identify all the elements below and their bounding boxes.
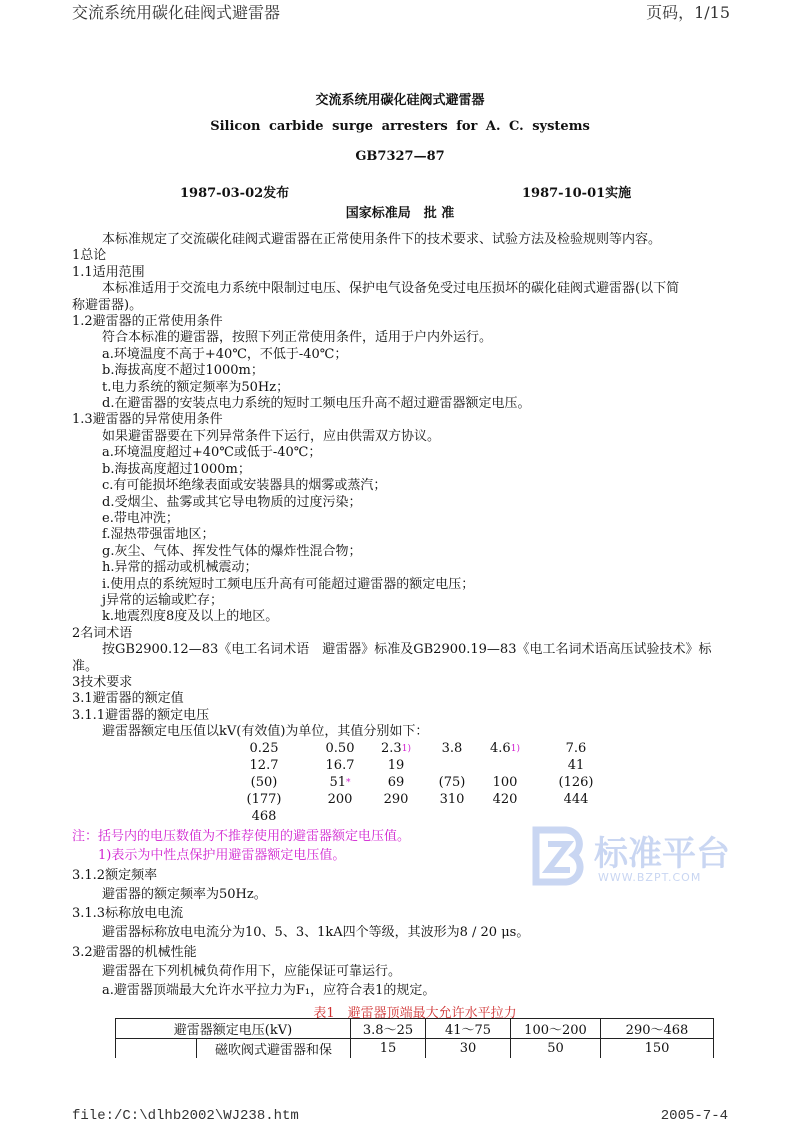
text-line: e.带电冲洗； (102, 510, 179, 526)
text-line: a.环境温度超过+40℃或低于-40℃； (102, 445, 322, 461)
rated-voltage-value (388, 758, 405, 774)
page-number: 页码，1/15 (646, 3, 730, 22)
rated-voltage-value (247, 792, 282, 808)
text-line: a.环境温度不高于+40℃，不低于-40℃； (102, 346, 348, 362)
rated-voltage-value (326, 758, 355, 774)
rated-voltage-value (251, 775, 278, 791)
text-line: 避雷器在下列机械负荷作用下，应能保证可靠运行。 (102, 964, 402, 980)
text-line: 3.1避雷器的额定值 (72, 691, 184, 707)
body-section-1 (72, 232, 732, 826)
value-text: (177) (246, 791, 282, 807)
value-text: 290 (383, 791, 409, 807)
text-line: d.在避雷器的安装点电力系统的短时工频电压升高不超过避雷器额定电压。 (102, 396, 531, 412)
rated-voltage-row (72, 792, 732, 809)
approver: 国家标准局 批 准 (345, 206, 455, 221)
rated-voltage-value (250, 758, 279, 774)
table-cell: 150 (601, 1039, 714, 1059)
text-line: 1.2避雷器的正常使用条件 (72, 314, 223, 330)
value-text: 444 (563, 791, 589, 807)
value-text: (50) (250, 774, 278, 790)
rated-voltage-row (72, 741, 732, 758)
rated-voltage-value (326, 741, 355, 757)
text-line: 避雷器标称放电电流分为10、5、3、1kA四个等级，其波形为8 / 20 μs。 (102, 925, 530, 941)
rated-voltage-value (440, 792, 465, 808)
table-header-cell: 41～75 (426, 1019, 511, 1039)
value-text: 0.25 (249, 740, 279, 756)
text-line: 3.1.1避雷器的额定电压 (72, 707, 210, 723)
value-text: 2.3 (381, 740, 402, 756)
text-line: 本标准规定了交流碳化硅阀式避雷器在正常使用条件下的技术要求、试验方法及检验规则等内容。 (102, 232, 662, 247)
text-line: b.海拔高度不超过1000m； (102, 363, 264, 379)
watermark-text: 标准平台 (594, 834, 730, 874)
print-date: 2005-7-4 (660, 1108, 728, 1124)
text-line: 1总论 (72, 248, 107, 264)
table-row (116, 1039, 714, 1059)
rated-voltage-value (329, 775, 350, 791)
rated-voltage-row (72, 809, 732, 826)
text-line: h.异常的摇动或机械震动； (102, 560, 258, 576)
text-line: 3.1.3标称放电电流 (72, 906, 184, 922)
text-line: k.地震烈度8度及以上的地区。 (102, 609, 279, 625)
rated-voltage-value (252, 809, 277, 825)
rated-voltage-value (493, 792, 518, 808)
text-line: 按GB2900.12—83《电工名词术语 避雷器》标准及GB2900.19—83《电工名词术语高压试验技术》标 (102, 642, 712, 658)
rated-voltage-value (490, 741, 520, 757)
text-line: d.受烟尘、盐雾或其它导电物质的过度污染； (102, 494, 362, 510)
table-header-cell: 避雷器额定电压(kV) (116, 1019, 351, 1039)
rated-voltage-value (381, 741, 411, 757)
force-table (115, 1018, 714, 1058)
value-text: 420 (492, 791, 518, 807)
value-text: 0.50 (325, 740, 355, 756)
file-path: file:/C:\dlhb2002\WJ238.htm (72, 1108, 299, 1124)
text-line: i.使用点的系统短时工频电压升高有可能超过避雷器的额定电压； (102, 576, 475, 592)
value-text: 4.6 (490, 740, 511, 756)
text-line: 如果避雷器要在下列异常条件下运行，应由供需双方协议。 (102, 428, 441, 444)
rated-voltage-value (384, 792, 409, 808)
text-line: 3.2避雷器的机械性能 (72, 944, 197, 960)
rated-voltage-value (388, 775, 405, 791)
issue-date: 1987-03-02发布 (180, 186, 290, 201)
bzpt-logo-icon (530, 826, 590, 886)
value-text: 468 (251, 808, 277, 824)
rated-voltage-value (564, 792, 589, 808)
value-text: 3.8 (441, 740, 463, 756)
value-text: (126) (558, 774, 594, 790)
text-line: 避雷器的额定频率为50Hz。 (102, 886, 267, 902)
table-cell: 50 (511, 1039, 601, 1059)
window-title: 交流系统用碳化硅阀式避雷器 (72, 3, 281, 22)
table-cell (116, 1039, 197, 1059)
value-text: 7.6 (565, 740, 587, 756)
doc-title-cn: 交流系统用碳化硅阀式避雷器 (315, 93, 485, 108)
rated-voltage-value (559, 775, 594, 791)
value-text: 310 (439, 791, 465, 807)
doc-title-en: Silicon carbide surge arresters for A. C. systems (210, 119, 590, 134)
text-line: b.海拔高度超过1000m； (102, 461, 251, 477)
value-text: (75) (438, 774, 466, 790)
text-line: j异常的运输或贮存； (102, 592, 224, 608)
table-cell: 15 (351, 1039, 426, 1059)
text-line: 符合本标准的避雷器，按照下列正常使用条件，适用于户内外运行。 (102, 330, 493, 346)
watermark-logo (530, 826, 730, 888)
table-header-cell: 100～200 (511, 1019, 601, 1039)
rated-voltage-row (72, 758, 732, 775)
table-caption: 表1 避雷器顶端最大允许水平拉力 (313, 1006, 517, 1021)
rated-voltage-value (566, 741, 587, 757)
value-text: 200 (327, 791, 353, 807)
text-line: 准。 (72, 658, 99, 674)
footnote-mark: * (346, 777, 351, 788)
table-cell: 磁吹阀式避雷器和保 (197, 1039, 351, 1059)
text-line: 1.3避雷器的异常使用条件 (72, 412, 223, 428)
value-text: 41 (567, 757, 585, 773)
table-header-cell: 290～468 (601, 1019, 714, 1039)
watermark-url: WWW.BZPT.COM (598, 871, 702, 884)
table-header-cell: 3.8～25 (351, 1019, 426, 1039)
text-line: 避雷器额定电压值以kV(有效值)为单位，其值分别如下： (102, 724, 429, 740)
value-text: 100 (492, 774, 518, 790)
footnote-mark: 1) (401, 743, 411, 754)
table-cell: 30 (426, 1039, 511, 1059)
value-text: 16.7 (325, 757, 355, 773)
text-line: 2名词术语 (72, 625, 133, 641)
value-text: 51 (329, 774, 347, 790)
value-text: 19 (387, 757, 405, 773)
footnote-mark: 1) (510, 743, 520, 754)
rated-voltage-value (439, 775, 466, 791)
text-line: 3技术要求 (72, 674, 133, 690)
text-line: 称避雷器)。 (72, 297, 143, 313)
text-line: t.电力系统的额定频率为50Hz； (102, 379, 290, 395)
doc-code: GB7327—87 (355, 149, 445, 164)
text-line: 本标准适用于交流电力系统中限制过电压、保护电气设备免受过电压损坏的碳化硅阀式避雷器(以下简 (102, 281, 680, 297)
rated-voltage-value (568, 758, 585, 774)
rated-voltage-value (328, 792, 353, 808)
rated-voltage-row (72, 775, 732, 792)
text-line: 1.1适用范围 (72, 264, 145, 280)
text-line: a.避雷器顶端最大允许水平拉力为F₁，应符合表1的规定。 (102, 983, 436, 999)
value-text: 12.7 (249, 757, 279, 773)
rated-voltage-value (442, 741, 463, 757)
text-line: f.湿热带强雷地区； (102, 527, 215, 543)
rated-voltage-list (72, 741, 732, 826)
rated-voltage-value (493, 775, 518, 791)
effective-date: 1987-10-01实施 (522, 186, 632, 201)
text-line: 3.1.2额定频率 (72, 867, 158, 883)
rated-voltage-value (250, 741, 279, 757)
table-header-row (116, 1019, 714, 1039)
value-text: 69 (387, 774, 405, 790)
text-line: 注：括号内的电压数值为不推荐使用的避雷器额定电压值。 (72, 829, 411, 844)
text-line: c.有可能损坏绝缘表面或安装器具的烟雾或蒸汽； (102, 478, 387, 494)
text-line: g.灰尘、气体、挥发性气体的爆炸性混合物； (102, 543, 362, 559)
text-line: 1)表示为中性点保护用避雷器额定电压值。 (72, 848, 346, 864)
